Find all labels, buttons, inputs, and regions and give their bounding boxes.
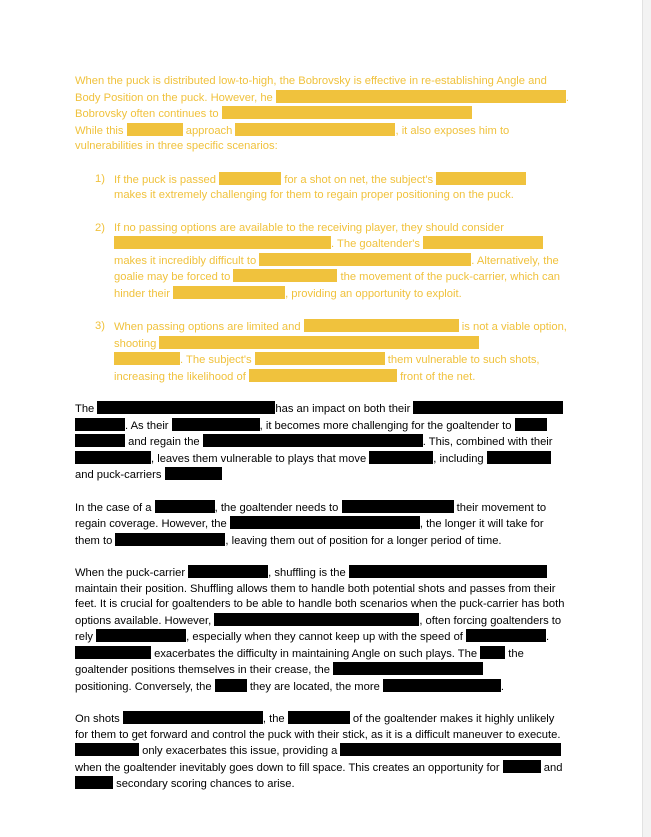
scenario-text: When passing options are limited and: [114, 321, 304, 333]
scenario-item: [75, 172, 569, 204]
highlight-redaction: [249, 369, 397, 382]
body-text: , shuffling is the: [268, 567, 349, 579]
black-redaction: [75, 434, 125, 447]
highlight-redaction: [259, 253, 471, 266]
highlight-redaction: [173, 286, 285, 299]
scenario-text: for a shot on net, the subject's: [281, 173, 437, 186]
highlight-redaction: [276, 90, 536, 103]
black-redaction: [115, 533, 225, 546]
body-text: , the longer it will take for them to: [75, 518, 544, 547]
scenario-text: . The subject's: [180, 354, 255, 366]
body-text: , it becomes more challenging for the goaltender to: [259, 419, 515, 432]
body-text: , leaving them out of position for a longer period of time.: [225, 534, 502, 547]
body-text: . This, combined with their: [422, 436, 553, 448]
highlight-redaction: [536, 90, 566, 103]
body-text: exacerbates the difficulty in maintaining Angle on such plays. The: [151, 647, 481, 660]
black-redaction: [503, 760, 541, 773]
black-redaction: [515, 418, 547, 431]
scenario-item: [75, 221, 569, 303]
black-redaction: [480, 646, 505, 659]
highlight-redaction: [219, 172, 281, 185]
black-redaction: [369, 451, 433, 464]
black-redaction: [75, 646, 151, 659]
body-text: , often forcing goaltenders to rely: [75, 614, 562, 643]
body-text: . As their: [125, 419, 172, 432]
highlight-redaction: [233, 269, 337, 282]
scenario-text: is not a viable option, shooting: [114, 321, 567, 350]
black-redaction: [96, 629, 186, 642]
intro-text: When the puck is distributed low-to-high, the Bobrovsky is effective in re-establishing Angle and Body Position on the puck. However, he: [75, 75, 547, 104]
highlight-redaction: [114, 352, 180, 365]
black-redaction: [333, 662, 483, 675]
black-redaction: [155, 500, 215, 513]
black-redaction: [75, 743, 139, 756]
body-text: , especially when they cannot keep up with the speed of: [186, 631, 467, 643]
body-text: In the case of a: [75, 501, 155, 514]
intro-text: , it also exposes him to vulnerabilities in three specific scenarios:: [75, 124, 510, 152]
scenario-item: [75, 319, 569, 385]
scenario-text: . The goaltender's: [331, 238, 424, 250]
body-text: and puck-carriers: [75, 469, 165, 481]
black-redaction: [75, 418, 125, 431]
scenario-text: them vulnerable to such shots, increasing the likelihood of: [114, 354, 540, 383]
body-text: .: [500, 680, 505, 693]
black-redaction: [215, 679, 247, 692]
scenario-text: the movement of the puck-carrier, which can hinder their: [114, 271, 561, 300]
body-text: , the goaltender needs to: [214, 501, 342, 514]
body-text: they are located, the more: [246, 680, 383, 693]
body-text: maintain their position. Shuffling allows them to handle both potential shots and passes from their feet. It is crucial for goaltenders to be able to handle both scenarios when the puck-carrier has both options available. However,: [75, 582, 565, 627]
black-redaction: [165, 467, 222, 480]
scenario-text: makes it extremely challenging for them to regain proper positioning on the puck.: [114, 189, 514, 201]
highlight-redaction: [304, 319, 459, 332]
scenario-text: If the puck is passed: [114, 173, 220, 186]
body-text: , including: [433, 452, 487, 465]
black-redaction: [383, 679, 501, 692]
black-redaction: [97, 401, 275, 414]
black-redaction: [188, 565, 268, 578]
black-redaction: [487, 451, 551, 464]
body-text: and: [540, 761, 563, 774]
body-text: when the goaltender inevitably goes down to fill space. This creates an opportunity for: [75, 761, 503, 774]
scrollbar[interactable]: [642, 0, 651, 837]
body-text: of the goaltender makes it highly unlikely for them to get forward and control the puck with their stick, as it is a difficult maneuver to execute.: [75, 713, 561, 741]
intro-text: . Bobrovsky often continues to: [75, 91, 569, 120]
list-number: 1): [95, 172, 105, 185]
black-redaction: [123, 711, 263, 724]
black-redaction: [349, 565, 547, 578]
body-text: has an impact on both their: [275, 403, 414, 415]
paragraph-impact: [75, 401, 569, 484]
body-text: and regain the: [125, 436, 203, 448]
highlight-redaction: [127, 123, 183, 136]
intro-text: approach: [182, 124, 236, 137]
intro-paragraph: [75, 74, 569, 155]
highlight-redaction: [436, 172, 526, 185]
black-redaction: [466, 629, 546, 642]
black-redaction: [288, 711, 350, 724]
black-redaction: [75, 776, 113, 789]
black-redaction: [342, 500, 454, 513]
paragraph-shuffling: [75, 565, 569, 695]
black-redaction: [505, 743, 561, 756]
black-redaction: [214, 613, 419, 626]
intro-text: While this: [75, 124, 127, 137]
black-redaction: [75, 451, 151, 464]
paragraph-shots: [75, 711, 569, 793]
scenario-text: . Alternatively, the goalie may be forced to: [114, 254, 559, 283]
body-text: positioning. Conversely, the: [75, 680, 215, 693]
list-number: 2): [95, 221, 105, 234]
highlight-redaction: [423, 236, 543, 249]
body-text: , the: [262, 713, 288, 725]
highlight-redaction: [114, 236, 331, 249]
body-text: When the puck-carrier: [75, 567, 189, 579]
scenario-text: , providing an opportunity to exploit.: [285, 287, 462, 300]
highlight-redaction: [255, 352, 385, 365]
black-redaction: [340, 743, 505, 756]
scenario-text: front of the net.: [396, 370, 476, 383]
scenario-text: makes it incredibly difficult to: [114, 254, 260, 267]
body-text: the goaltender positions themselves in their crease, the: [75, 647, 524, 676]
black-redaction: [172, 418, 260, 431]
body-text: secondary scoring chances to arise.: [113, 778, 295, 790]
scenario-text: If no passing options are available to the receiving player, they should consider: [114, 221, 504, 234]
black-redaction: [230, 516, 420, 529]
highlight-redaction: [222, 106, 472, 119]
black-redaction: [203, 434, 423, 447]
body-text: their movement to regain coverage. However, the: [75, 501, 547, 530]
highlight-redaction: [235, 123, 395, 136]
document-page: [75, 74, 569, 793]
body-text: .: [546, 631, 550, 643]
scenario-list: [75, 172, 569, 386]
paragraph-case: [75, 500, 569, 550]
body-text: only exacerbates this issue, providing a: [139, 745, 341, 757]
body-text: The: [75, 403, 98, 415]
body-text: On shots: [75, 713, 123, 725]
black-redaction: [413, 401, 563, 414]
highlight-redaction: [159, 336, 479, 349]
list-number: 3): [95, 320, 105, 332]
body-text: , leaves them vulnerable to plays that move: [151, 452, 370, 465]
